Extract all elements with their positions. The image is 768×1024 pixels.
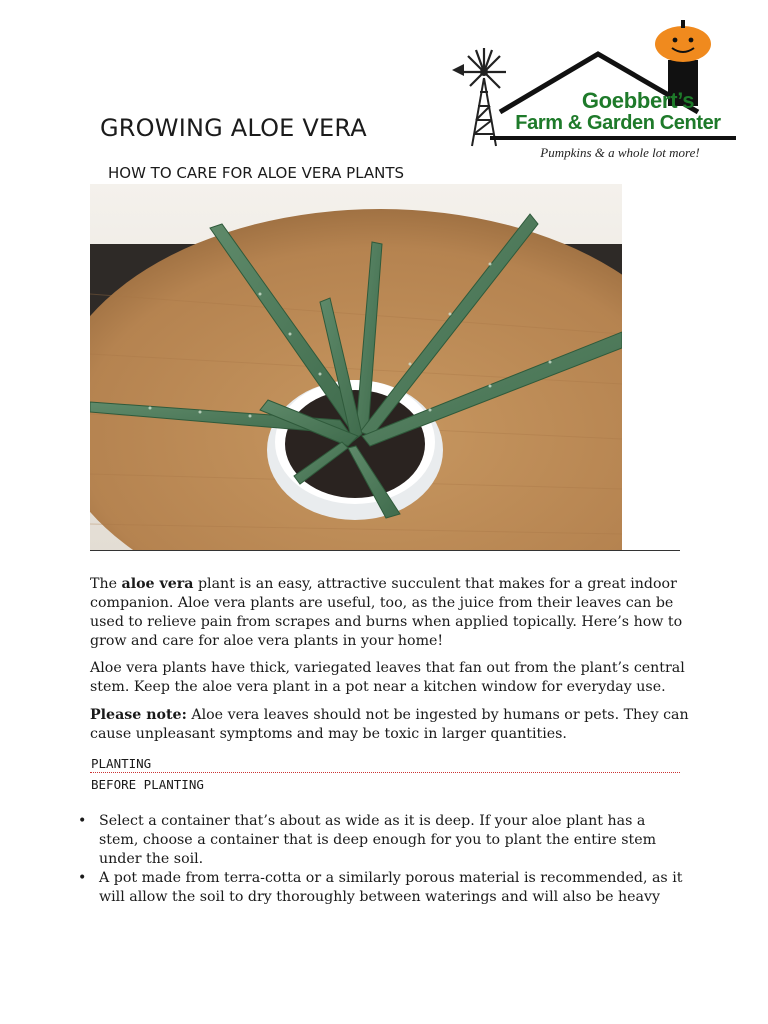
description-paragraph: Aloe vera plants have thick, variegated leaves that fan out from the plant’s central stem. Keep the aloe vera plant in a pot near a kitchen window for everyday use. <box>90 660 685 695</box>
subsection-heading-before-planting: BEFORE PLANTING <box>91 777 204 792</box>
aloe-vera-photo <box>90 184 622 550</box>
warning-paragraph <box>90 706 690 744</box>
intro-bold-term: aloe vera <box>121 576 194 592</box>
list-item-text: A pot made from terra-cotta or a similarly porous material is recommended, as it will allow the soil to dry thoroughly between waterings and will also be heavy <box>99 870 683 905</box>
intro-post: plant is an easy, attractive succulent that makes for a great indoor companion. Aloe vera plants are useful, too, as the juice from their leaves can be used to relieve pain from scrapes and burns when applied topically. Here’s how to grow and care for aloe vera plants in your home! <box>90 576 683 649</box>
section-heading-planting: PLANTING <box>91 756 152 771</box>
document-subtitle: HOW TO CARE FOR ALOE VERA PLANTS <box>108 164 405 182</box>
intro-paragraph <box>90 575 690 651</box>
list-item <box>78 812 688 869</box>
logo-tagline: Pumpkins & a whole lot more! <box>540 145 700 160</box>
company-logo <box>452 14 738 162</box>
warning-label: Please note: <box>90 707 187 723</box>
bullet-marker: • <box>78 813 87 829</box>
section-divider <box>90 772 680 773</box>
logo-name-line2: Farm & Garden Center <box>515 112 721 134</box>
document-title: GROWING ALOE VERA <box>100 114 367 142</box>
bullet-marker: • <box>78 870 87 886</box>
intro-pre: The <box>90 576 122 592</box>
logo-name-line1: Goebbert’s <box>581 88 695 113</box>
planting-tips-list <box>78 812 688 907</box>
photo-underline-rule <box>90 550 680 551</box>
list-item <box>78 869 688 907</box>
warning-text: Aloe vera leaves should not be ingested by humans or pets. They can cause unpleasant symptoms and may be toxic in larger quantities. <box>90 707 689 742</box>
list-item-text: Select a container that’s about as wide as it is deep. If your aloe plant has a stem, choose a container that is deep enough for you to plant the entire stem under the soil. <box>99 813 657 867</box>
